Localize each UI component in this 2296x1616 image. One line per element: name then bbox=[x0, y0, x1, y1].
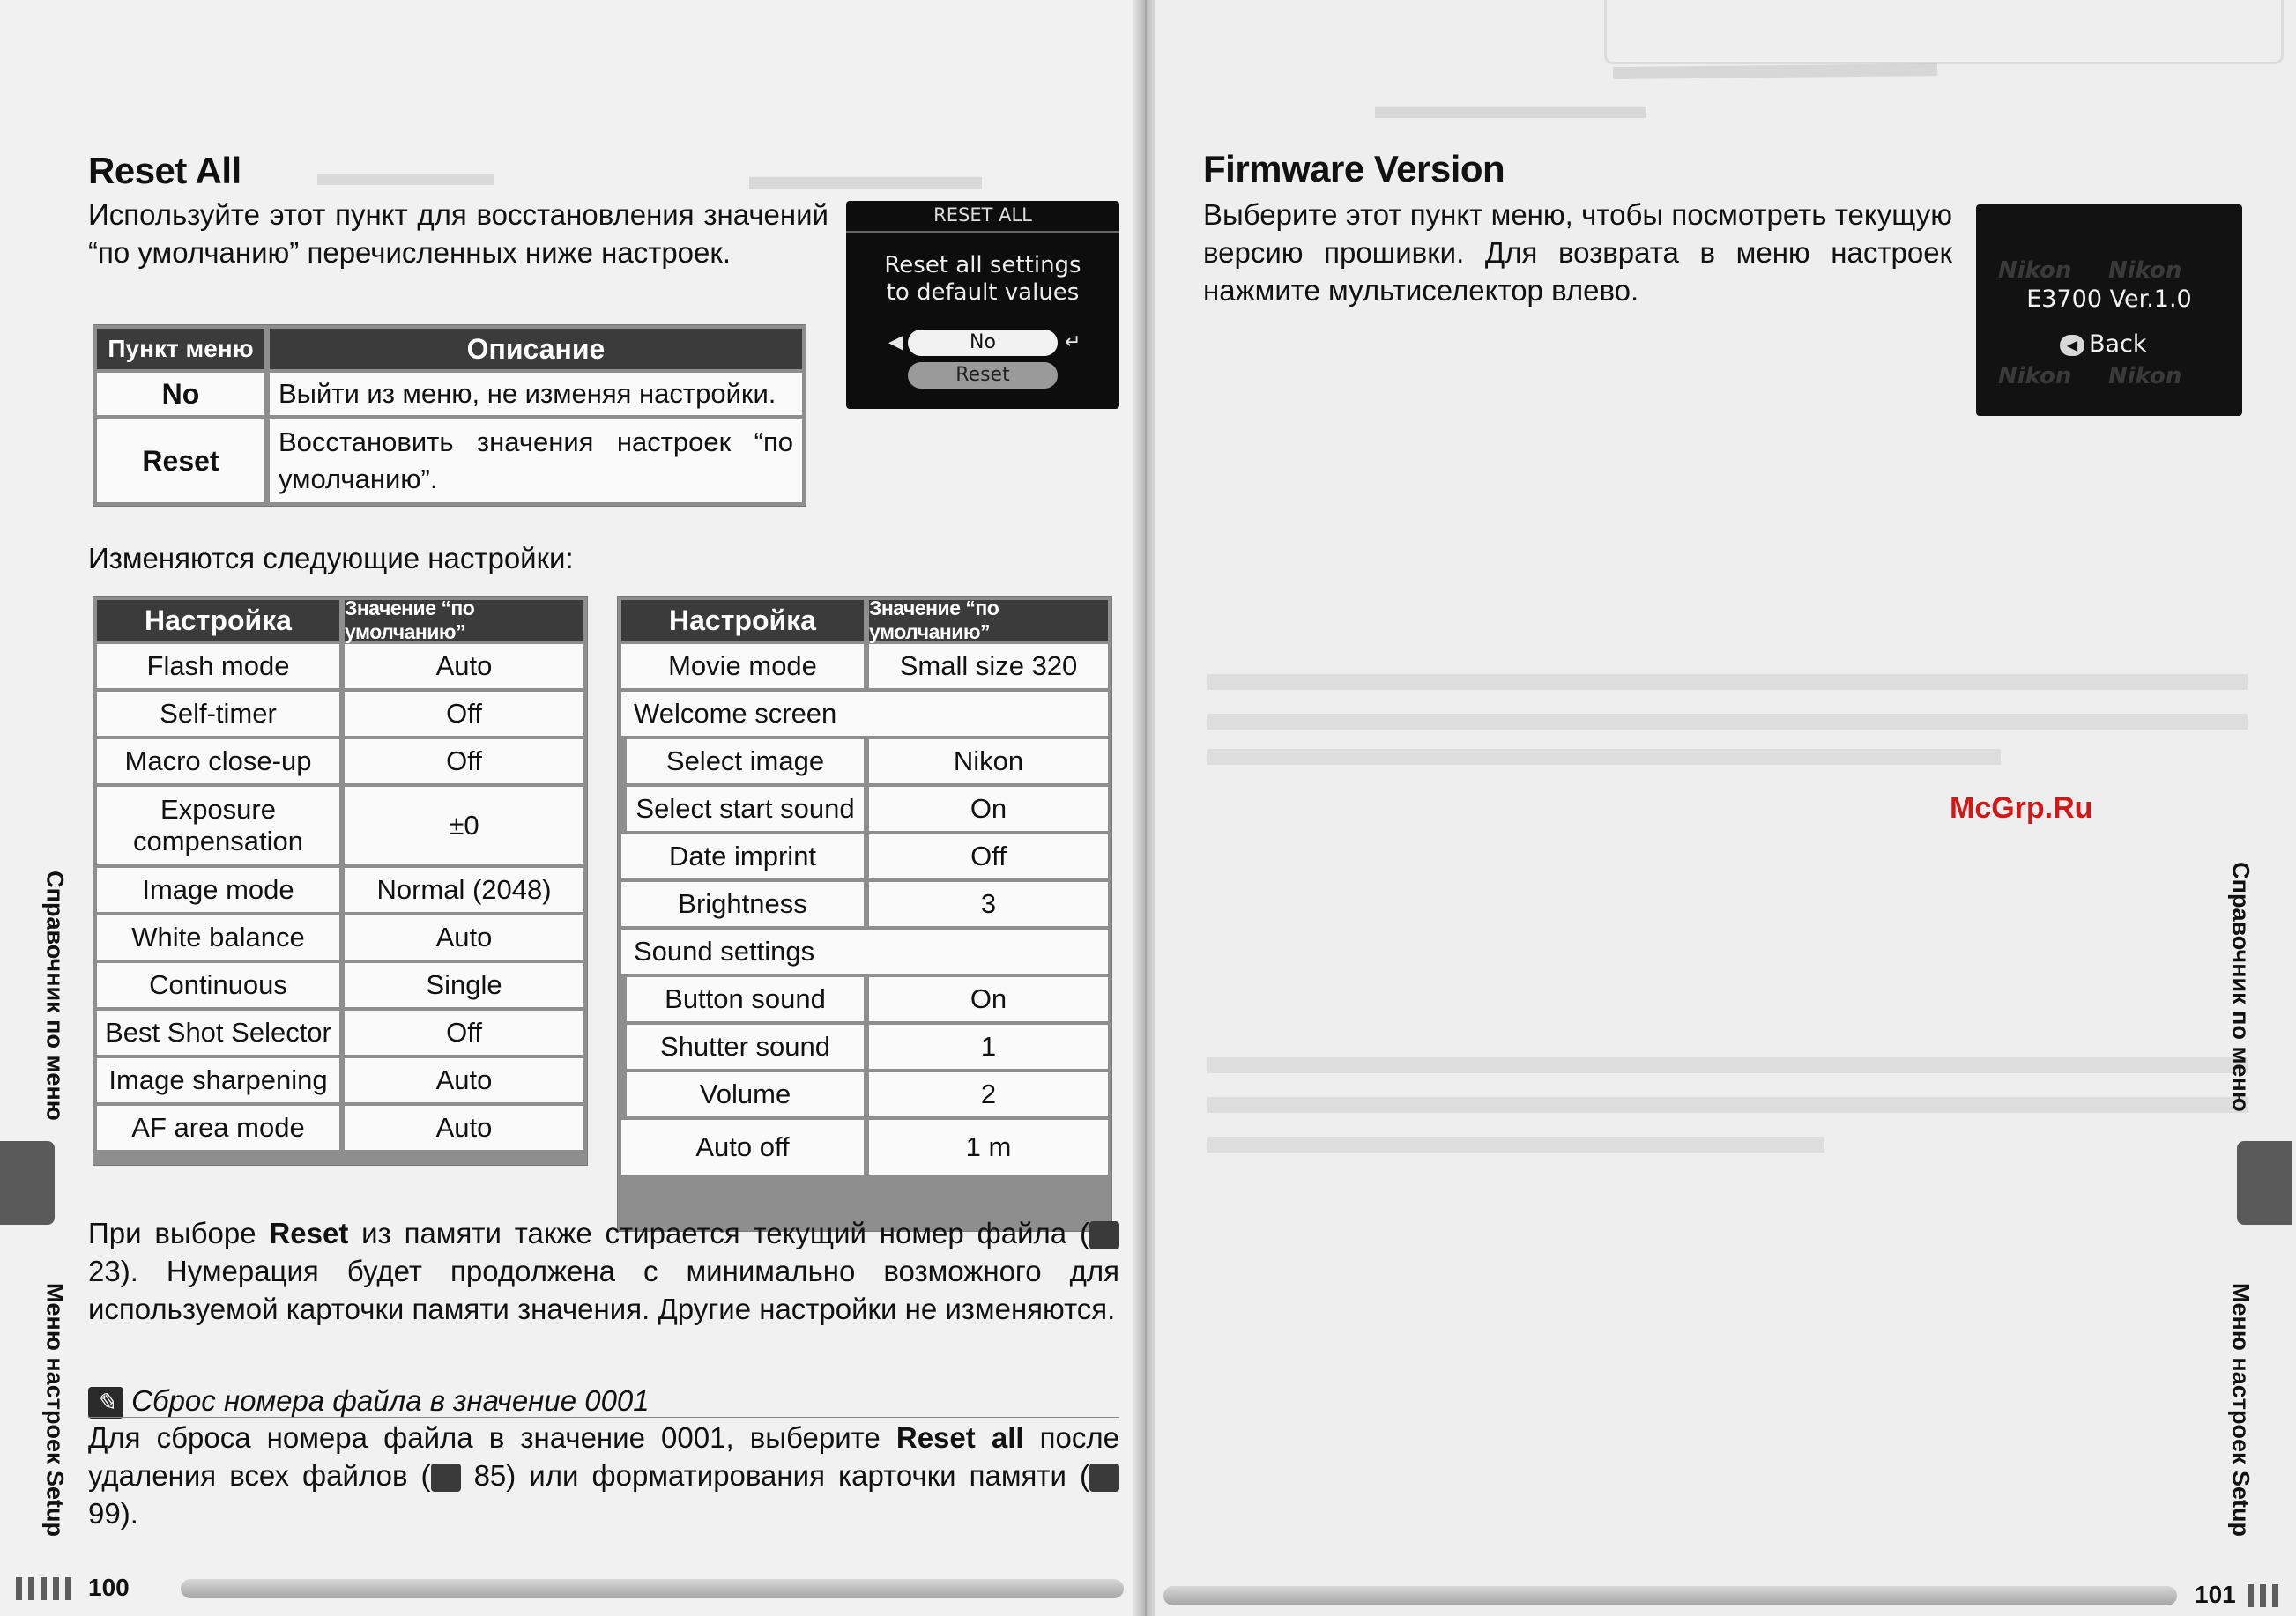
setting-default-value: On bbox=[869, 787, 1108, 831]
setting-default-value: 3 bbox=[869, 882, 1108, 926]
footer-stripe bbox=[2272, 1584, 2278, 1607]
setting-default-value: 1 m bbox=[869, 1120, 1108, 1175]
reset-para-text-2: из памяти также стирается текущий номер файла ( bbox=[348, 1217, 1089, 1249]
menu-table-header-description: Описание bbox=[270, 329, 802, 369]
defaults-group-label: Welcome screen bbox=[621, 692, 1108, 736]
pencil-icon: ✎ bbox=[88, 1387, 123, 1419]
setting-name: Best Shot Selector bbox=[97, 1011, 339, 1055]
page-reference-icon bbox=[431, 1464, 461, 1492]
firmware-version-text: E3700 Ver.1.0 bbox=[2026, 285, 2192, 313]
setting-name: Continuous bbox=[97, 963, 339, 1007]
note-bold: Reset all bbox=[895, 1421, 1024, 1454]
bleed-through-heading-2: ▬▬▬▬▬ bbox=[317, 154, 494, 193]
setting-default-value: Off bbox=[345, 739, 583, 783]
side-label-reference: Справочник по меню bbox=[41, 871, 69, 1121]
lcd-message-line-2: to default values bbox=[886, 279, 1080, 306]
setting-default-value: Auto bbox=[345, 1106, 583, 1150]
menu-table-header-item: Пункт меню bbox=[97, 329, 264, 369]
setting-name: Button sound bbox=[627, 977, 864, 1021]
defaults-group-label: Sound settings bbox=[621, 930, 1108, 974]
setting-name: White balance bbox=[97, 915, 339, 960]
changed-settings-caption: Изменяются следующие настройки: bbox=[88, 542, 574, 574]
note-text-3: 85) или форматирования карточки памяти ( bbox=[460, 1459, 1089, 1492]
page-title: Reset All bbox=[88, 150, 241, 191]
setting-default-value: Off bbox=[869, 834, 1108, 878]
reset-para-text-1: При выборе bbox=[88, 1217, 270, 1249]
defaults-table-2-header-setting: Настройка bbox=[621, 600, 864, 641]
setting-name: Select image bbox=[627, 739, 864, 783]
footer-stripe bbox=[16, 1577, 22, 1600]
reset-file-number-paragraph bbox=[88, 1214, 1119, 1328]
setting-name: AF area mode bbox=[97, 1106, 339, 1150]
menu-item-reset: Reset bbox=[97, 419, 264, 502]
menu-options-table bbox=[93, 324, 806, 507]
note-text-1: Для сброса номера файла в значение 0001, выберите bbox=[88, 1421, 896, 1454]
option-no-button[interactable]: No bbox=[908, 330, 1058, 356]
footer-bar bbox=[1163, 1586, 2177, 1605]
setting-name: Flash mode bbox=[97, 644, 339, 688]
note-text-4: 99). bbox=[88, 1497, 138, 1530]
setting-default-value: 2 bbox=[869, 1072, 1108, 1116]
enter-icon: ↵ bbox=[1065, 331, 1081, 353]
setting-default-value: Off bbox=[345, 1011, 583, 1055]
setting-name: Auto off bbox=[621, 1120, 864, 1175]
section-tab bbox=[2237, 1141, 2292, 1225]
setting-name: Image sharpening bbox=[97, 1058, 339, 1102]
intro-paragraph: Выберите этот пункт меню, чтобы посмотреть текущую версию прошивки. Для возврата в меню настроек нажмите мультиселектор влево. bbox=[1203, 198, 1952, 307]
defaults-table-2 bbox=[617, 596, 1112, 1232]
bleed-through-heading: ▬▬▬▬▬▬ bbox=[749, 154, 982, 197]
lcd-divider bbox=[846, 231, 1119, 233]
nikon-pattern: Nikon bbox=[2108, 257, 2182, 284]
left-page bbox=[0, 0, 1137, 1616]
setting-name: Volume bbox=[627, 1072, 864, 1116]
side-label-setup-menu: Меню настроек Setup bbox=[41, 1283, 69, 1537]
option-reset-button[interactable]: Reset bbox=[908, 362, 1058, 389]
setting-name: Exposure compensation bbox=[97, 787, 339, 864]
defaults-table-1-header-setting: Настройка bbox=[97, 600, 339, 641]
arrow-left-icon: ◀ bbox=[888, 331, 903, 353]
side-label-setup-menu: Меню настроек Setup bbox=[2227, 1283, 2255, 1537]
setting-default-value: On bbox=[869, 977, 1108, 1021]
note-text-2: после удаления всех файлов ( bbox=[88, 1421, 1119, 1492]
menu-item-reset-description: Восстановить значения настроек “по умолчанию”. bbox=[270, 419, 802, 502]
back-button[interactable]: Back bbox=[2089, 330, 2147, 358]
nikon-pattern: Nikon bbox=[1998, 363, 2072, 389]
setting-name: Select start sound bbox=[627, 787, 864, 831]
page-reference-icon bbox=[1089, 1464, 1119, 1492]
setting-default-value: Small size 320 bbox=[869, 644, 1108, 688]
lcd-message bbox=[846, 252, 1119, 307]
defaults-table-1 bbox=[93, 596, 588, 1166]
setting-name: Self-timer bbox=[97, 692, 339, 736]
note-title: Сброс номера файла в значение 0001 bbox=[131, 1384, 650, 1417]
note-paragraph bbox=[88, 1419, 1119, 1532]
footer-bar bbox=[181, 1579, 1124, 1598]
page-number: 101 bbox=[2195, 1581, 2236, 1608]
reset-para-text-3: 23). Нумерация будет продолжена с минимально возможного для используемой карточки памяти значения. Другие настройки не изменяются. bbox=[88, 1255, 1119, 1325]
reset-para-bold: Reset bbox=[269, 1217, 349, 1249]
note-heading bbox=[88, 1382, 1119, 1420]
intro-paragraph: Используйте этот пункт для восстановления значений “по умолчанию” перечисленных ниже настроек. bbox=[88, 198, 828, 269]
nikon-pattern: Nikon bbox=[1998, 257, 2072, 284]
menu-item-no: No bbox=[97, 373, 264, 415]
footer-stripe bbox=[2248, 1584, 2254, 1607]
setting-default-value: Auto bbox=[345, 1058, 583, 1102]
defaults-table-1-header-default: Значение “по умолчанию” bbox=[345, 600, 583, 641]
watermark: McGrp.Ru bbox=[1950, 791, 2093, 825]
setting-name: Brightness bbox=[621, 882, 864, 926]
lcd-firmware-screen bbox=[1976, 204, 2242, 416]
lcd-reset-all-screen bbox=[846, 201, 1119, 409]
setting-default-value: Nikon bbox=[869, 739, 1108, 783]
setting-name: Date imprint bbox=[621, 834, 864, 878]
side-label-reference: Справочник по меню bbox=[2227, 862, 2255, 1112]
lcd-title: RESET ALL bbox=[933, 204, 1032, 226]
page-title: Firmware Version bbox=[1203, 148, 1505, 189]
menu-item-no-description: Выйти из меню, не изменяя настройки. bbox=[270, 373, 802, 415]
defaults-table-2-header-default: Значение “по умолчанию” bbox=[869, 600, 1108, 641]
right-page bbox=[1155, 0, 2296, 1616]
footer-stripe bbox=[28, 1577, 34, 1600]
bleed-through-heading-2: ▬▬▬▬▬▬▬ bbox=[1375, 84, 1646, 127]
nikon-pattern: Nikon bbox=[2108, 363, 2182, 389]
footer-stripe bbox=[65, 1577, 71, 1600]
setting-default-value: 1 bbox=[869, 1025, 1108, 1069]
bleed-through-frame bbox=[1604, 0, 2284, 64]
note-divider bbox=[88, 1417, 1119, 1418]
setting-default-value: Single bbox=[345, 963, 583, 1007]
footer-stripe bbox=[41, 1577, 47, 1600]
setting-default-value: Auto bbox=[345, 915, 583, 960]
setting-default-value: Off bbox=[345, 692, 583, 736]
setting-name: Movie mode bbox=[621, 644, 864, 688]
bleed-through-heading: ▬▬▬▬▬▬▬▬ bbox=[1612, 39, 1938, 88]
page-number: 100 bbox=[88, 1574, 130, 1601]
footer-stripe bbox=[53, 1577, 59, 1600]
back-arrow-icon: ◀ bbox=[2060, 335, 2084, 356]
setting-name: Image mode bbox=[97, 868, 339, 912]
setting-default-value: Normal (2048) bbox=[345, 868, 583, 912]
page-reference-icon bbox=[1089, 1221, 1119, 1249]
footer-stripe bbox=[2260, 1584, 2266, 1607]
lcd-message-line-1: Reset all settings bbox=[884, 252, 1081, 278]
setting-default-value: ±0 bbox=[345, 787, 583, 864]
setting-name: Shutter sound bbox=[627, 1025, 864, 1069]
section-tab bbox=[0, 1141, 55, 1225]
setting-default-value: Auto bbox=[345, 644, 583, 688]
setting-name: Macro close-up bbox=[97, 739, 339, 783]
